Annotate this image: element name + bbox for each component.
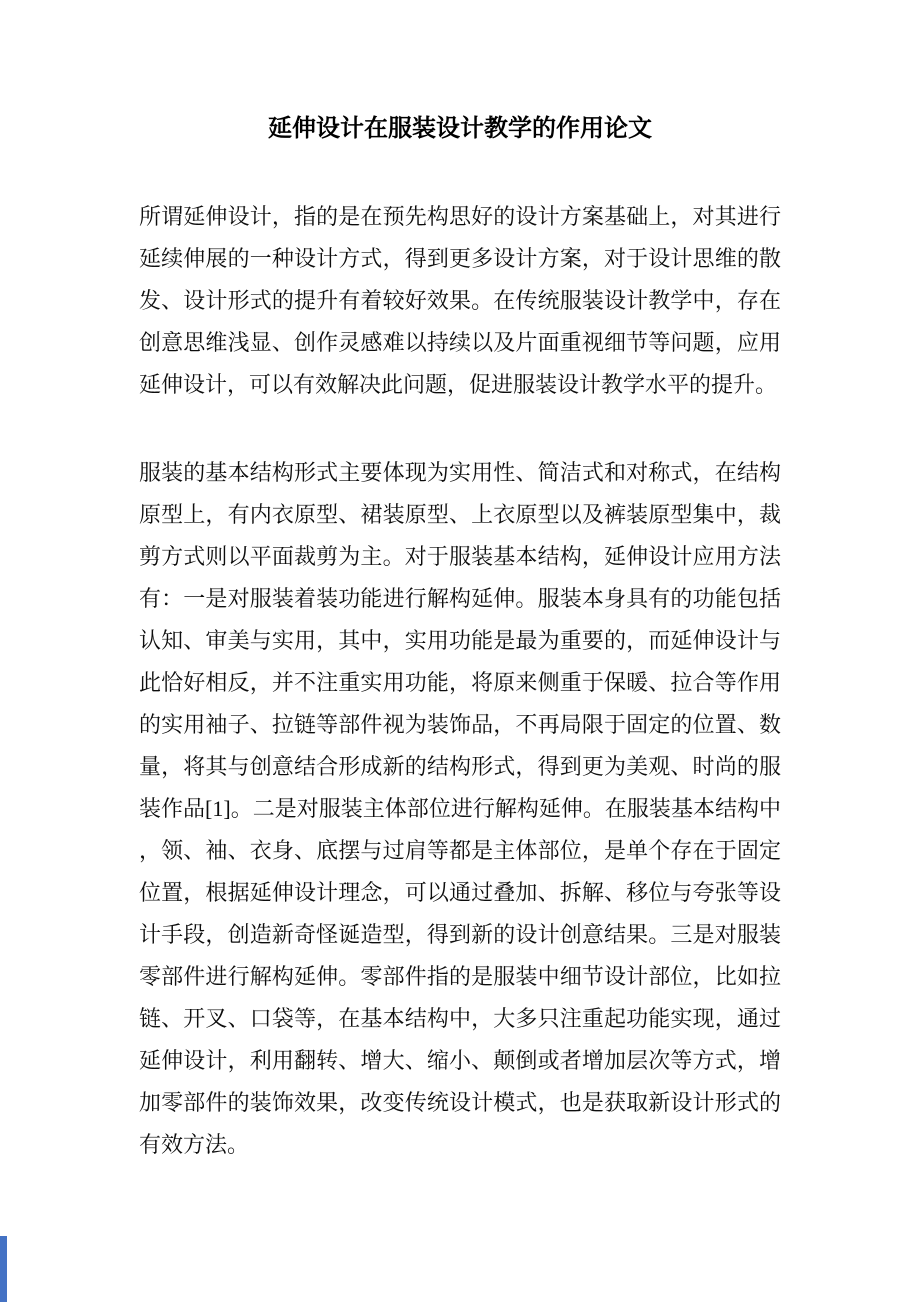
text-line: 延伸设计，利用翻转、增大、缩小、颠倒或者增加层次等方式，增 xyxy=(139,1048,781,1073)
text-line: 的实用袖子、拉链等部件视为装饰品，不再局限于固定的位置、数 xyxy=(139,712,781,737)
text-line: 有效方法。 xyxy=(139,1132,250,1157)
text-line: 所谓延伸设计，指的是在预先构思好的设计方案基础上，对其进行 xyxy=(139,204,781,229)
text-line: 加零部件的装饰效果，改变传统设计模式，也是获取新设计形式的 xyxy=(139,1090,781,1115)
text-line: 有：一是对服装着装功能进行解构延伸。服装本身具有的功能包括 xyxy=(139,586,781,611)
document-body xyxy=(139,196,781,1166)
text-line: 服装的基本结构形式主要体现为实用性、简洁式和对称式，在结构 xyxy=(139,460,781,485)
text-line: 剪方式则以平面裁剪为主。对于服装基本结构，延伸设计应用方法 xyxy=(139,544,781,569)
text-line: 延伸设计，可以有效解决此问题，促进服装设计教学水平的提升。 xyxy=(139,372,778,397)
text-line: 计手段，创造新奇怪诞造型，得到新的设计创意结果。三是对服装 xyxy=(139,922,781,947)
paragraph-1 xyxy=(139,196,781,406)
text-line: 位置，根据延伸设计理念，可以通过叠加、拆解、移位与夸张等设 xyxy=(139,880,781,905)
page-corner-marker xyxy=(0,1236,7,1302)
document-title: 延伸设计在服装设计教学的作用论文 xyxy=(268,116,652,142)
text-line: 发、设计形式的提升有着较好效果。在传统服装设计教学中，存在 xyxy=(139,288,781,313)
text-line: 创意思维浅显、创作灵感难以持续以及片面重视细节等问题，应用 xyxy=(139,330,781,355)
text-line: 原型上，有内衣原型、裙装原型、上衣原型以及裤装原型集中，裁 xyxy=(139,502,781,527)
text-line: 认知、审美与实用，其中，实用功能是最为重要的，而延伸设计与 xyxy=(139,628,781,653)
text-line: 链、开叉、口袋等，在基本结构中，大多只注重起功能实现，通过 xyxy=(139,1006,781,1031)
text-line: 零部件进行解构延伸。零部件指的是服装中细节设计部位，比如拉 xyxy=(139,964,781,989)
paragraph-2 xyxy=(139,452,781,1166)
text-line: 延续伸展的一种设计方式，得到更多设计方案，对于设计思维的散 xyxy=(139,246,781,271)
text-line: ，领、袖、衣身、底摆与过肩等都是主体部位，是单个存在于固定 xyxy=(139,838,781,863)
text-line: 装作品[1]。二是对服装主体部位进行解构延伸。在服装基本结构中 xyxy=(139,796,781,821)
text-line: 量，将其与创意结合形成新的结构形式，得到更为美观、时尚的服 xyxy=(139,754,781,779)
text-line: 此恰好相反，并不注重实用功能，将原来侧重于保暖、拉合等作用 xyxy=(139,670,781,695)
